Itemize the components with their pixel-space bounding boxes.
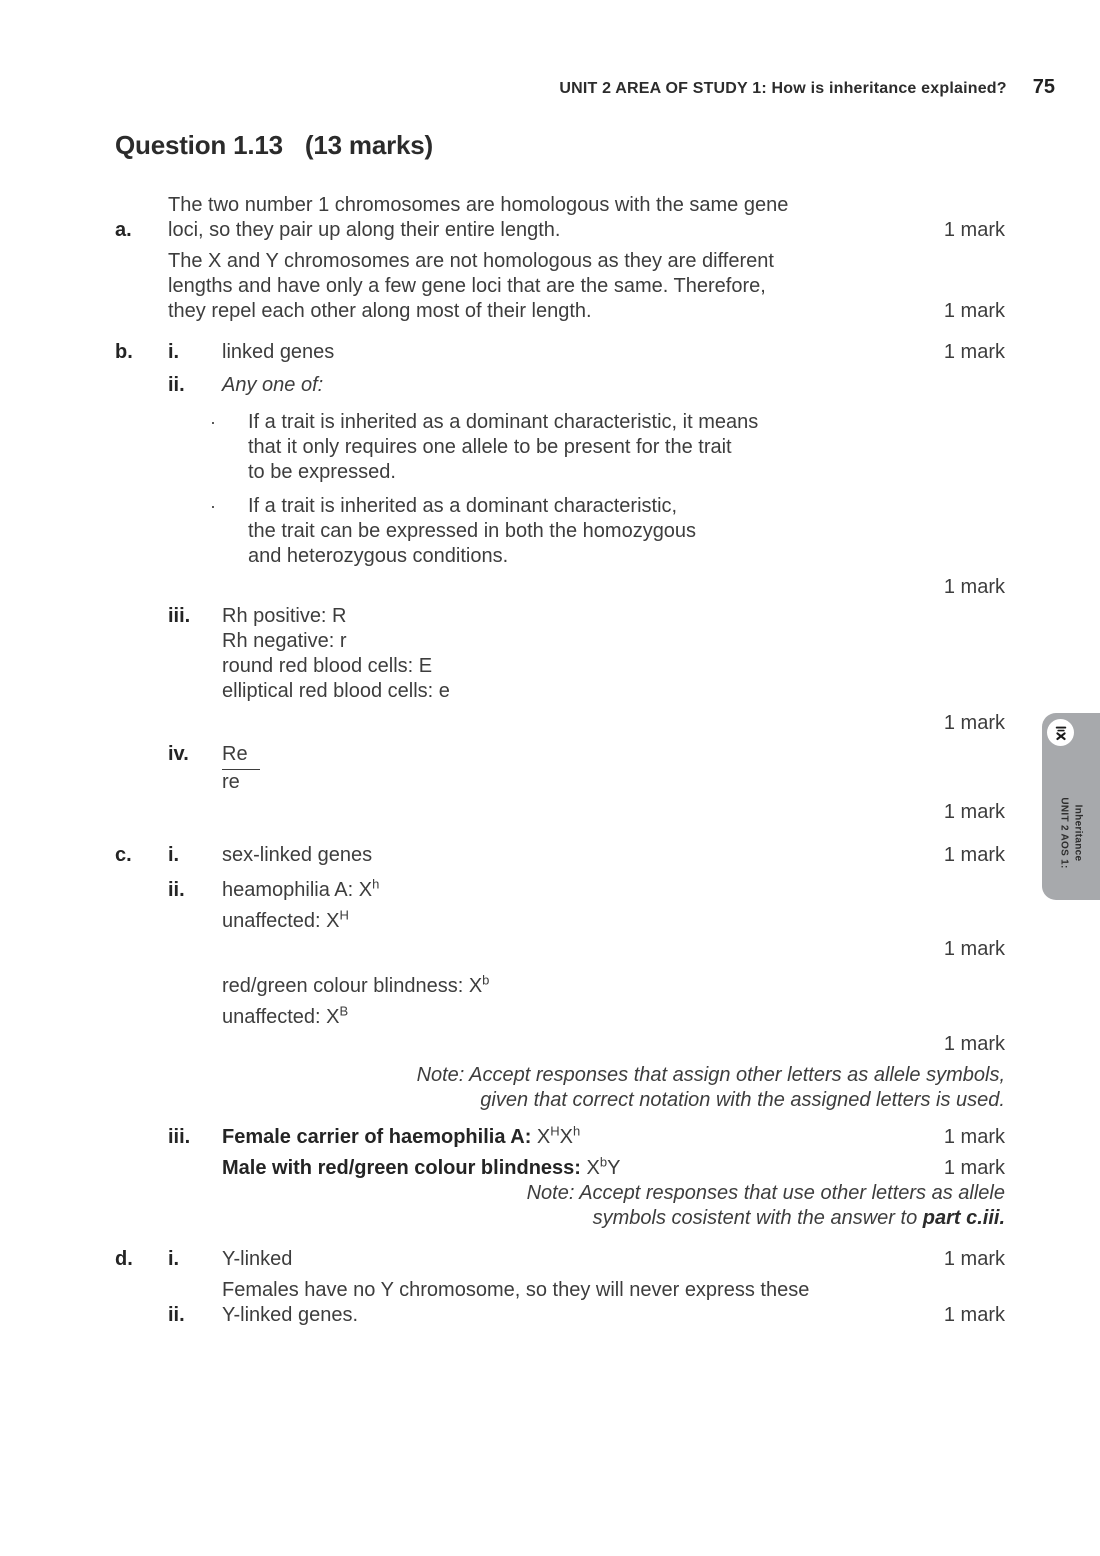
answer-line: If a trait is inherited as a dominant characteristic, it means	[248, 411, 759, 433]
allele-base: X	[559, 1126, 573, 1148]
answer-line: that it only requires one allele to be present for the trait	[248, 436, 732, 458]
answer-b-iv	[115, 742, 1005, 795]
note-line: Note: Accept responses that use other letters as allele	[526, 1182, 1005, 1204]
answer-line: round red blood cells: E	[222, 655, 433, 677]
answer-c-iii-male	[115, 1150, 1005, 1181]
question-marks-total: (13 marks)	[304, 130, 433, 160]
allele-base: X	[358, 879, 373, 901]
mark-badge: 1 mark	[943, 712, 1005, 734]
mark-badge: 1 mark	[943, 576, 1005, 598]
allele-superscript: H	[550, 1123, 560, 1139]
genotype-line: heamophilia A: $X^h$	[222, 876, 380, 901]
roman-i: i.	[168, 844, 180, 866]
answer-d-ii	[115, 1278, 1005, 1328]
allele-base: X	[586, 1157, 600, 1179]
answer-line: Females have no Y chromosome, so they will never express these	[222, 1279, 810, 1301]
sidebar-tab-unit2-aos1	[1042, 713, 1100, 900]
genotype-line: red/green colour blindness: $X^b$	[222, 972, 490, 997]
answer-line: loci, so they pair up along their entire length.	[168, 219, 561, 241]
answer-line: to be expressed.	[248, 461, 396, 483]
fraction-denominator: re	[222, 771, 240, 793]
note-line: Note: Accept responses that assign other letters as allele symbols,	[416, 1064, 1005, 1086]
allele-superscript: h	[573, 1123, 581, 1139]
mark-badge: 1 mark	[943, 1248, 1005, 1270]
page-number: 75	[1032, 76, 1055, 98]
mark-badge: 1 mark	[943, 219, 1005, 241]
answer-line: The X and Y chromosomes are not homologous as they are different	[168, 250, 774, 272]
genotype-line: unaffected: $X^B$	[222, 1003, 349, 1028]
answer-line: elliptical red blood cells: e	[222, 680, 450, 702]
mark-badge: 1 mark	[943, 938, 1005, 960]
mark-badge: 1 mark	[943, 1304, 1005, 1326]
answer-line: they repel each other along most of their length.	[168, 300, 592, 322]
note-bold-ref: part c.iii.	[922, 1207, 1005, 1229]
bullet-icon: ·	[210, 412, 216, 432]
allele-superscript: B	[339, 1003, 349, 1019]
answer-line: The two number 1 chromosomes are homologous with the same gene	[168, 194, 789, 216]
item-label-a: a.	[115, 219, 132, 241]
answer-a-part1	[115, 193, 1005, 243]
answer-line: If a trait is inherited as a dominant characteristic,	[248, 495, 678, 517]
roman-i: i.	[168, 1248, 180, 1270]
marker-note	[115, 1063, 1005, 1113]
mark-badge: 1 mark	[943, 1033, 1005, 1055]
mark-badge: 1 mark	[943, 1157, 1005, 1179]
roman-ii: ii.	[168, 879, 185, 901]
allele-base: Y	[607, 1157, 621, 1179]
mark-badge: 1 mark	[943, 341, 1005, 363]
answer-line: the trait can be expressed in both the homozygous	[248, 520, 697, 542]
roman-i: i.	[168, 341, 180, 363]
running-header	[559, 76, 1055, 99]
allele-base: X	[536, 1126, 551, 1148]
answer-line: Y-linked	[222, 1248, 293, 1270]
marker-note	[115, 1181, 1005, 1231]
allele-base: X	[326, 1006, 340, 1028]
any-one-of-label: Any one of:	[222, 374, 324, 396]
answer-c-iii-female	[115, 1119, 1005, 1150]
bullet-item	[115, 410, 1005, 485]
roman-iii: iii.	[168, 1126, 191, 1148]
roman-ii: ii.	[168, 1304, 185, 1326]
genotype-fraction	[222, 742, 1005, 770]
tab-icon-circle	[1047, 719, 1074, 746]
genotype-line: Female carrier of haemophilia A: $X^HX^h$	[222, 1123, 581, 1148]
answer-c-i	[115, 843, 1005, 868]
allele-superscript: h	[372, 876, 380, 892]
answer-b-i	[115, 340, 1005, 365]
mark-badge: 1 mark	[943, 300, 1005, 322]
tab-label	[1042, 768, 1100, 898]
allele-superscript: b	[482, 972, 490, 988]
allele-base: X	[326, 910, 340, 932]
question-title	[115, 130, 433, 161]
genotype-line: Male with red/green colour blindness: $X^bY$	[222, 1154, 621, 1179]
allele-base: X	[468, 975, 483, 997]
tab-label-line1: UNIT 2 AOS 1:	[1058, 797, 1070, 869]
bullet-item	[115, 494, 1005, 569]
tab-label-line2: Inheritance	[1072, 804, 1084, 862]
answer-line: linked genes	[222, 341, 335, 363]
answer-line: Rh negative: r	[222, 630, 347, 652]
answer-b-ii-intro	[115, 373, 1005, 398]
answer-b-iii	[115, 604, 1005, 704]
answer-c-ii-part2	[115, 968, 1005, 1030]
bullet-icon: ·	[210, 496, 216, 516]
question-number: Question 1.13	[115, 130, 283, 160]
answer-line: lengths and have only a few gene loci that are the same. Therefore,	[168, 275, 766, 297]
allele-superscript: H	[339, 907, 349, 923]
running-header-title: UNIT 2 AREA OF STUDY 1: How is inheritance explained?	[559, 80, 1007, 97]
answer-a-part2	[115, 249, 1005, 324]
roman-iii: iii.	[168, 605, 191, 627]
answer-line: Y-linked genes.	[222, 1304, 359, 1326]
mark-badge: 1 mark	[943, 844, 1005, 866]
roman-iv: iv.	[168, 743, 189, 765]
note-line: symbols cosistent with the answer to part c.iii.	[592, 1207, 1005, 1229]
answers-content	[115, 193, 1005, 1328]
answer-d-i	[115, 1247, 1005, 1272]
mark-badge: 1 mark	[943, 1126, 1005, 1148]
mark-badge: 1 mark	[943, 801, 1005, 823]
answer-line: Rh positive: R	[222, 605, 347, 627]
fraction-numerator: Re	[222, 742, 260, 770]
genotype-line: unaffected: $X^H$	[222, 907, 349, 932]
roman-ii: ii.	[168, 374, 185, 396]
item-label-d: d.	[115, 1248, 133, 1270]
item-label-c: c.	[115, 844, 132, 866]
answer-line: and heterozygous conditions.	[248, 545, 509, 567]
chromosome-icon	[1053, 725, 1069, 741]
allele-superscript: b	[599, 1154, 608, 1170]
answer-c-ii-part1	[115, 872, 1005, 934]
answer-line: sex-linked genes	[222, 844, 373, 866]
item-label-b: b.	[115, 341, 133, 363]
note-line: given that correct notation with the assigned letters is used.	[480, 1089, 1005, 1111]
